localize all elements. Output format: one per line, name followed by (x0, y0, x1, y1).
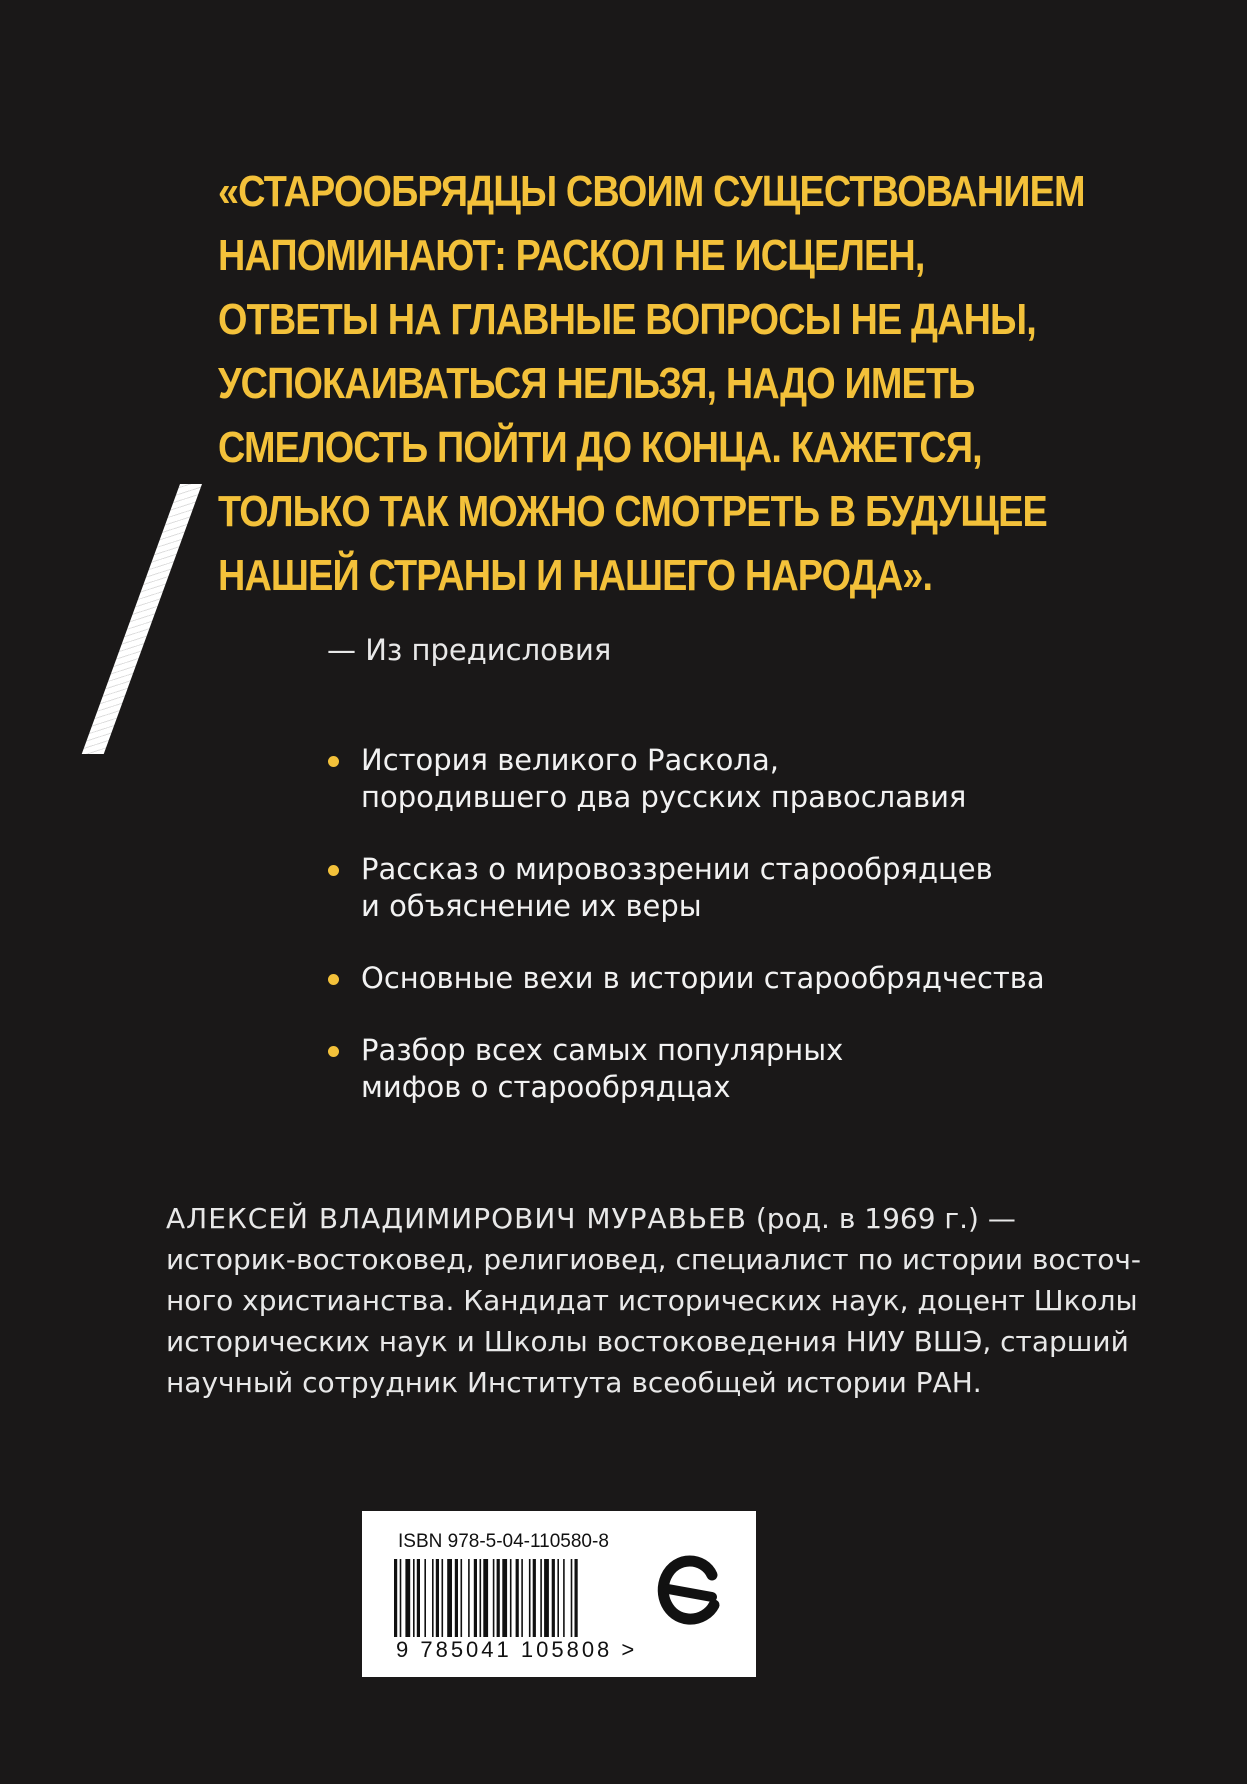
author-heading (166, 1198, 1071, 1239)
slash-stroke-decor (82, 484, 202, 754)
author-bio-line: ного христианства. Кандидат исторических наук, доцент Школы (166, 1284, 1138, 1317)
quote-line: ТОЛЬКО ТАК МОЖНО СМОТРЕТЬ В БУДУЩЕЕ (218, 487, 1047, 536)
pull-quote (218, 160, 1085, 608)
barcode-panel (362, 1511, 756, 1677)
author-bio (166, 1198, 1142, 1403)
bullet-dot-icon (328, 1046, 339, 1057)
quote-line: НАПОМИНАЮТ: РАСКОЛ НЕ ИСЦЕЛЕН, (218, 231, 925, 280)
quote-line: «СТАРООБРЯДЦЫ СВОИМ СУЩЕСТВОВАНИЕМ (218, 167, 1085, 216)
author-birth: (род. в 1969 г.) — (746, 1202, 1016, 1235)
feature-text: Основные вехи в истории старообрядчества (361, 961, 1045, 995)
author-bio-line: научный сотрудник Института всеобщей истории РАН. (166, 1366, 982, 1399)
feature-item (328, 851, 1128, 925)
feature-text: История великого Раскола, (361, 743, 779, 777)
feature-item (328, 742, 1128, 816)
author-name: АЛЕКСЕЙ ВЛАДИМИРОВИЧ МУРАВЬЕВ (166, 1202, 747, 1235)
feature-item (328, 1032, 1128, 1106)
author-bio-line: исторических наук и Школы востоковедения НИУ ВШЭ, старший (166, 1325, 1129, 1358)
quote-source: — Из предисловия (327, 633, 612, 667)
quote-line: НАШЕЙ СТРАНЫ И НАШЕГО НАРОДА». (218, 551, 933, 600)
quote-line: УСПОКАИВАТЬСЯ НЕЛЬЗЯ, НАДО ИМЕТЬ (218, 359, 975, 408)
isbn-text: ISBN 978-5-04-110580-8 (398, 1531, 609, 1552)
feature-text: Рассказ о мировоззрении старообрядцев (361, 852, 993, 886)
bullet-dot-icon (328, 756, 339, 767)
barcode-digits: 9 785041 105808 > (396, 1637, 638, 1662)
feature-list (328, 742, 1128, 1141)
author-bio-line: историк-востоковед, религиовед, специалист по истории восточ- (166, 1243, 1142, 1276)
feature-item (328, 960, 1128, 997)
feature-text: и объяснение их веры (361, 889, 702, 923)
feature-text: породившего два русских православия (361, 780, 967, 814)
bullet-dot-icon (328, 974, 339, 985)
barcode-bars (394, 1559, 634, 1641)
publisher-logo-icon (654, 1545, 726, 1645)
feature-text: Разбор всех самых популярных (361, 1033, 844, 1067)
quote-line: СМЕЛОСТЬ ПОЙТИ ДО КОНЦА. КАЖЕТСЯ, (218, 423, 982, 472)
quote-line: ОТВЕТЫ НА ГЛАВНЫЕ ВОПРОСЫ НЕ ДАНЫ, (218, 295, 1036, 344)
bullet-dot-icon (328, 865, 339, 876)
feature-text: мифов о старообрядцах (361, 1070, 731, 1104)
